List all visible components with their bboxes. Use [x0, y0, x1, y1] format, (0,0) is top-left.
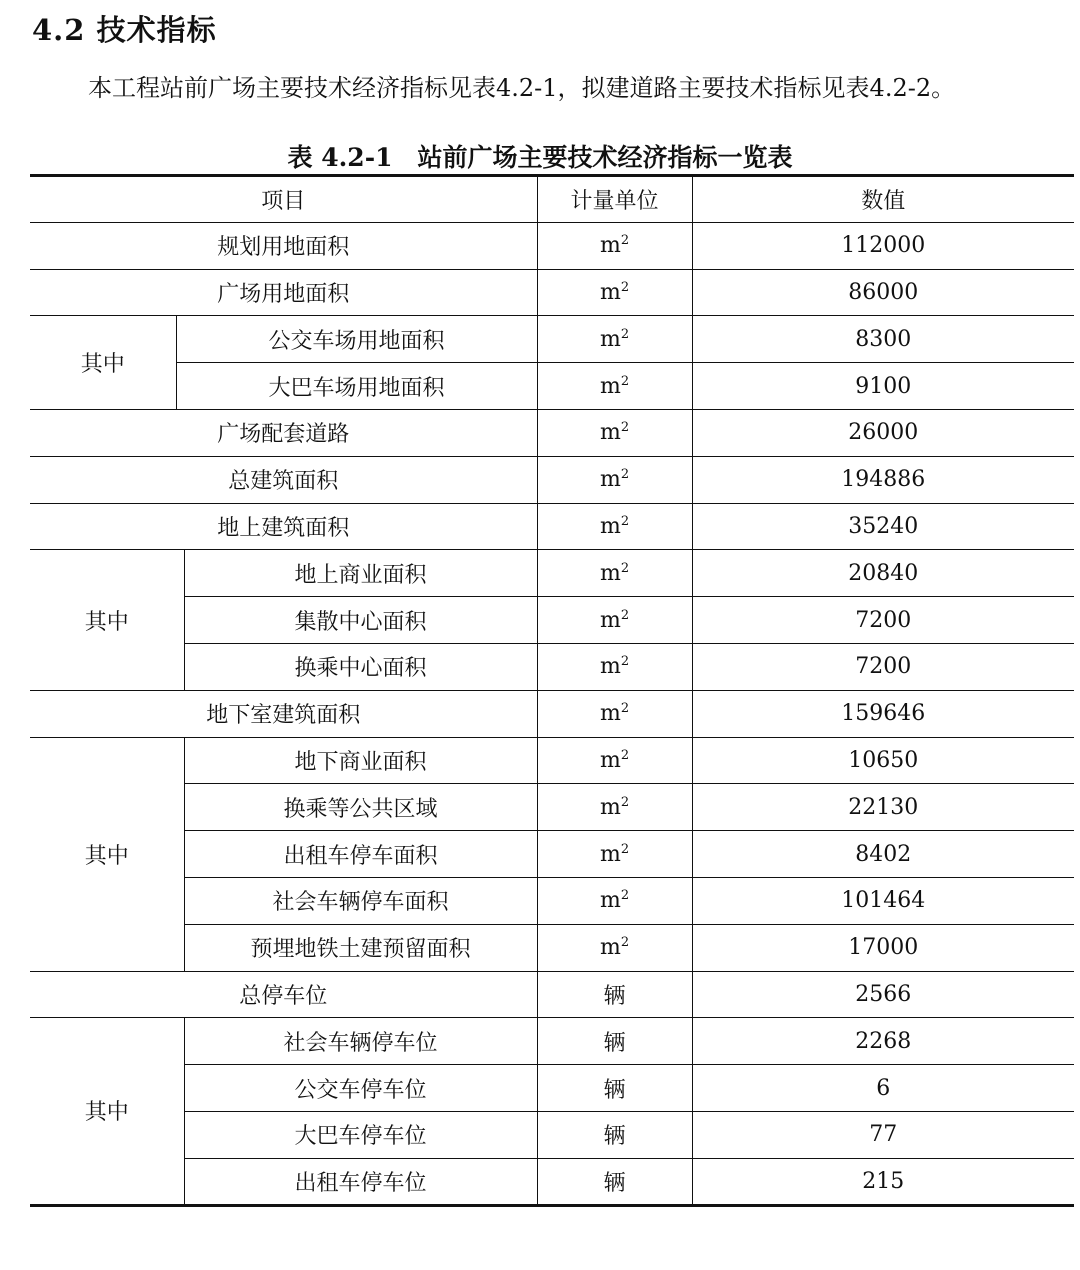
- table-row: [30, 924, 1074, 971]
- item-cell: 公交车停车位: [184, 1065, 537, 1112]
- item-cell: 广场配套道路: [30, 409, 537, 456]
- unit-cell: $m^2$: [537, 924, 692, 971]
- item-cell: 集散中心面积: [184, 597, 537, 644]
- item-cell: 出租车停车面积: [184, 831, 537, 878]
- section-number: 4.2: [32, 13, 86, 47]
- unit-cell: $m^2$: [537, 690, 692, 737]
- value-cell: 6: [692, 1065, 1074, 1112]
- unit-cell: $m^2$: [537, 316, 692, 363]
- table-row: [30, 1018, 1074, 1065]
- value-cell: 8300: [692, 316, 1074, 363]
- unit-cell: $m^2$: [537, 269, 692, 316]
- item-cell: 大巴车场用地面积: [176, 363, 537, 410]
- indicators-table: [30, 174, 1074, 1207]
- item-cell: 社会车辆停车位: [184, 1018, 537, 1065]
- header-unit: 计量单位: [537, 176, 692, 223]
- item-cell: 大巴车停车位: [184, 1111, 537, 1158]
- item-cell: 社会车辆停车面积: [184, 877, 537, 924]
- table-row: [30, 222, 1074, 269]
- table-row: [30, 737, 1074, 784]
- table-row: [30, 971, 1074, 1018]
- unit-cell: $m^2$: [537, 784, 692, 831]
- item-cell: 公交车场用地面积: [176, 316, 537, 363]
- item-cell: 地下室建筑面积: [30, 690, 537, 737]
- table-row: [30, 503, 1074, 550]
- value-cell: 10650: [692, 737, 1074, 784]
- unit-cell: $m^2$: [537, 222, 692, 269]
- item-cell: 地上商业面积: [184, 550, 537, 597]
- group-label-cell: 其中: [30, 737, 184, 971]
- group-label-cell: 其中: [30, 550, 184, 690]
- table-row: [30, 316, 1074, 363]
- table-row: [30, 877, 1074, 924]
- item-cell: 预埋地铁土建预留面积: [184, 924, 537, 971]
- unit-cell: $m^2$: [537, 409, 692, 456]
- section-heading: [32, 8, 217, 49]
- item-cell: 换乘中心面积: [184, 643, 537, 690]
- value-cell: 9100: [692, 363, 1074, 410]
- value-cell: 7200: [692, 643, 1074, 690]
- value-cell: 112000: [692, 222, 1074, 269]
- value-cell: 7200: [692, 597, 1074, 644]
- value-cell: 159646: [692, 690, 1074, 737]
- table-row: [30, 1065, 1074, 1112]
- value-cell: 77: [692, 1111, 1074, 1158]
- unit-cell: $m^2$: [537, 550, 692, 597]
- table-row: [30, 1158, 1074, 1205]
- table-row: [30, 831, 1074, 878]
- intro-paragraph: 本工程站前广场主要技术经济指标见表4.2-1，拟建道路主要技术指标见表4.2-2。: [88, 74, 956, 102]
- header-item: 项目: [30, 176, 537, 223]
- item-cell: 总停车位: [30, 971, 537, 1018]
- value-cell: 35240: [692, 503, 1074, 550]
- table-caption: 表 4.2-1 站前广场主要技术经济指标一览表: [287, 143, 793, 172]
- section-title-text: 技术指标: [96, 13, 217, 47]
- item-cell: 广场用地面积: [30, 269, 537, 316]
- table-row: [30, 269, 1074, 316]
- value-cell: 215: [692, 1158, 1074, 1205]
- item-cell: 地上建筑面积: [30, 503, 537, 550]
- item-cell: 换乘等公共区域: [184, 784, 537, 831]
- table-row: [30, 1111, 1074, 1158]
- unit-cell: $m^2$: [537, 503, 692, 550]
- header-value: 数值: [692, 176, 1074, 223]
- value-cell: 26000: [692, 409, 1074, 456]
- table-row: [30, 409, 1074, 456]
- table-row: [30, 784, 1074, 831]
- value-cell: 17000: [692, 924, 1074, 971]
- unit-cell: $m^2$: [537, 456, 692, 503]
- unit-cell: 辆: [537, 1018, 692, 1065]
- table-row: [30, 690, 1074, 737]
- unit-cell: 辆: [537, 1065, 692, 1112]
- item-cell: 规划用地面积: [30, 222, 537, 269]
- value-cell: 194886: [692, 456, 1074, 503]
- unit-cell: $m^2$: [537, 643, 692, 690]
- unit-cell: $m^2$: [537, 877, 692, 924]
- unit-cell: 辆: [537, 1111, 692, 1158]
- value-cell: 2566: [692, 971, 1074, 1018]
- unit-cell: $m^2$: [537, 737, 692, 784]
- value-cell: 20840: [692, 550, 1074, 597]
- unit-cell: $m^2$: [537, 363, 692, 410]
- unit-cell: 辆: [537, 1158, 692, 1205]
- table-row: [30, 363, 1074, 410]
- table-row: [30, 456, 1074, 503]
- item-cell: 总建筑面积: [30, 456, 537, 503]
- item-cell: 出租车停车位: [184, 1158, 537, 1205]
- value-cell: 2268: [692, 1018, 1074, 1065]
- unit-cell: 辆: [537, 971, 692, 1018]
- table-row: [30, 597, 1074, 644]
- table-header-row: [30, 176, 1074, 223]
- table-row: [30, 643, 1074, 690]
- table-row: [30, 550, 1074, 597]
- item-cell: 地下商业面积: [184, 737, 537, 784]
- group-label-cell: 其中: [30, 1018, 184, 1205]
- group-label-cell: 其中: [30, 316, 176, 410]
- value-cell: 22130: [692, 784, 1074, 831]
- value-cell: 101464: [692, 877, 1074, 924]
- unit-cell: $m^2$: [537, 597, 692, 644]
- value-cell: 86000: [692, 269, 1074, 316]
- unit-cell: $m^2$: [537, 831, 692, 878]
- value-cell: 8402: [692, 831, 1074, 878]
